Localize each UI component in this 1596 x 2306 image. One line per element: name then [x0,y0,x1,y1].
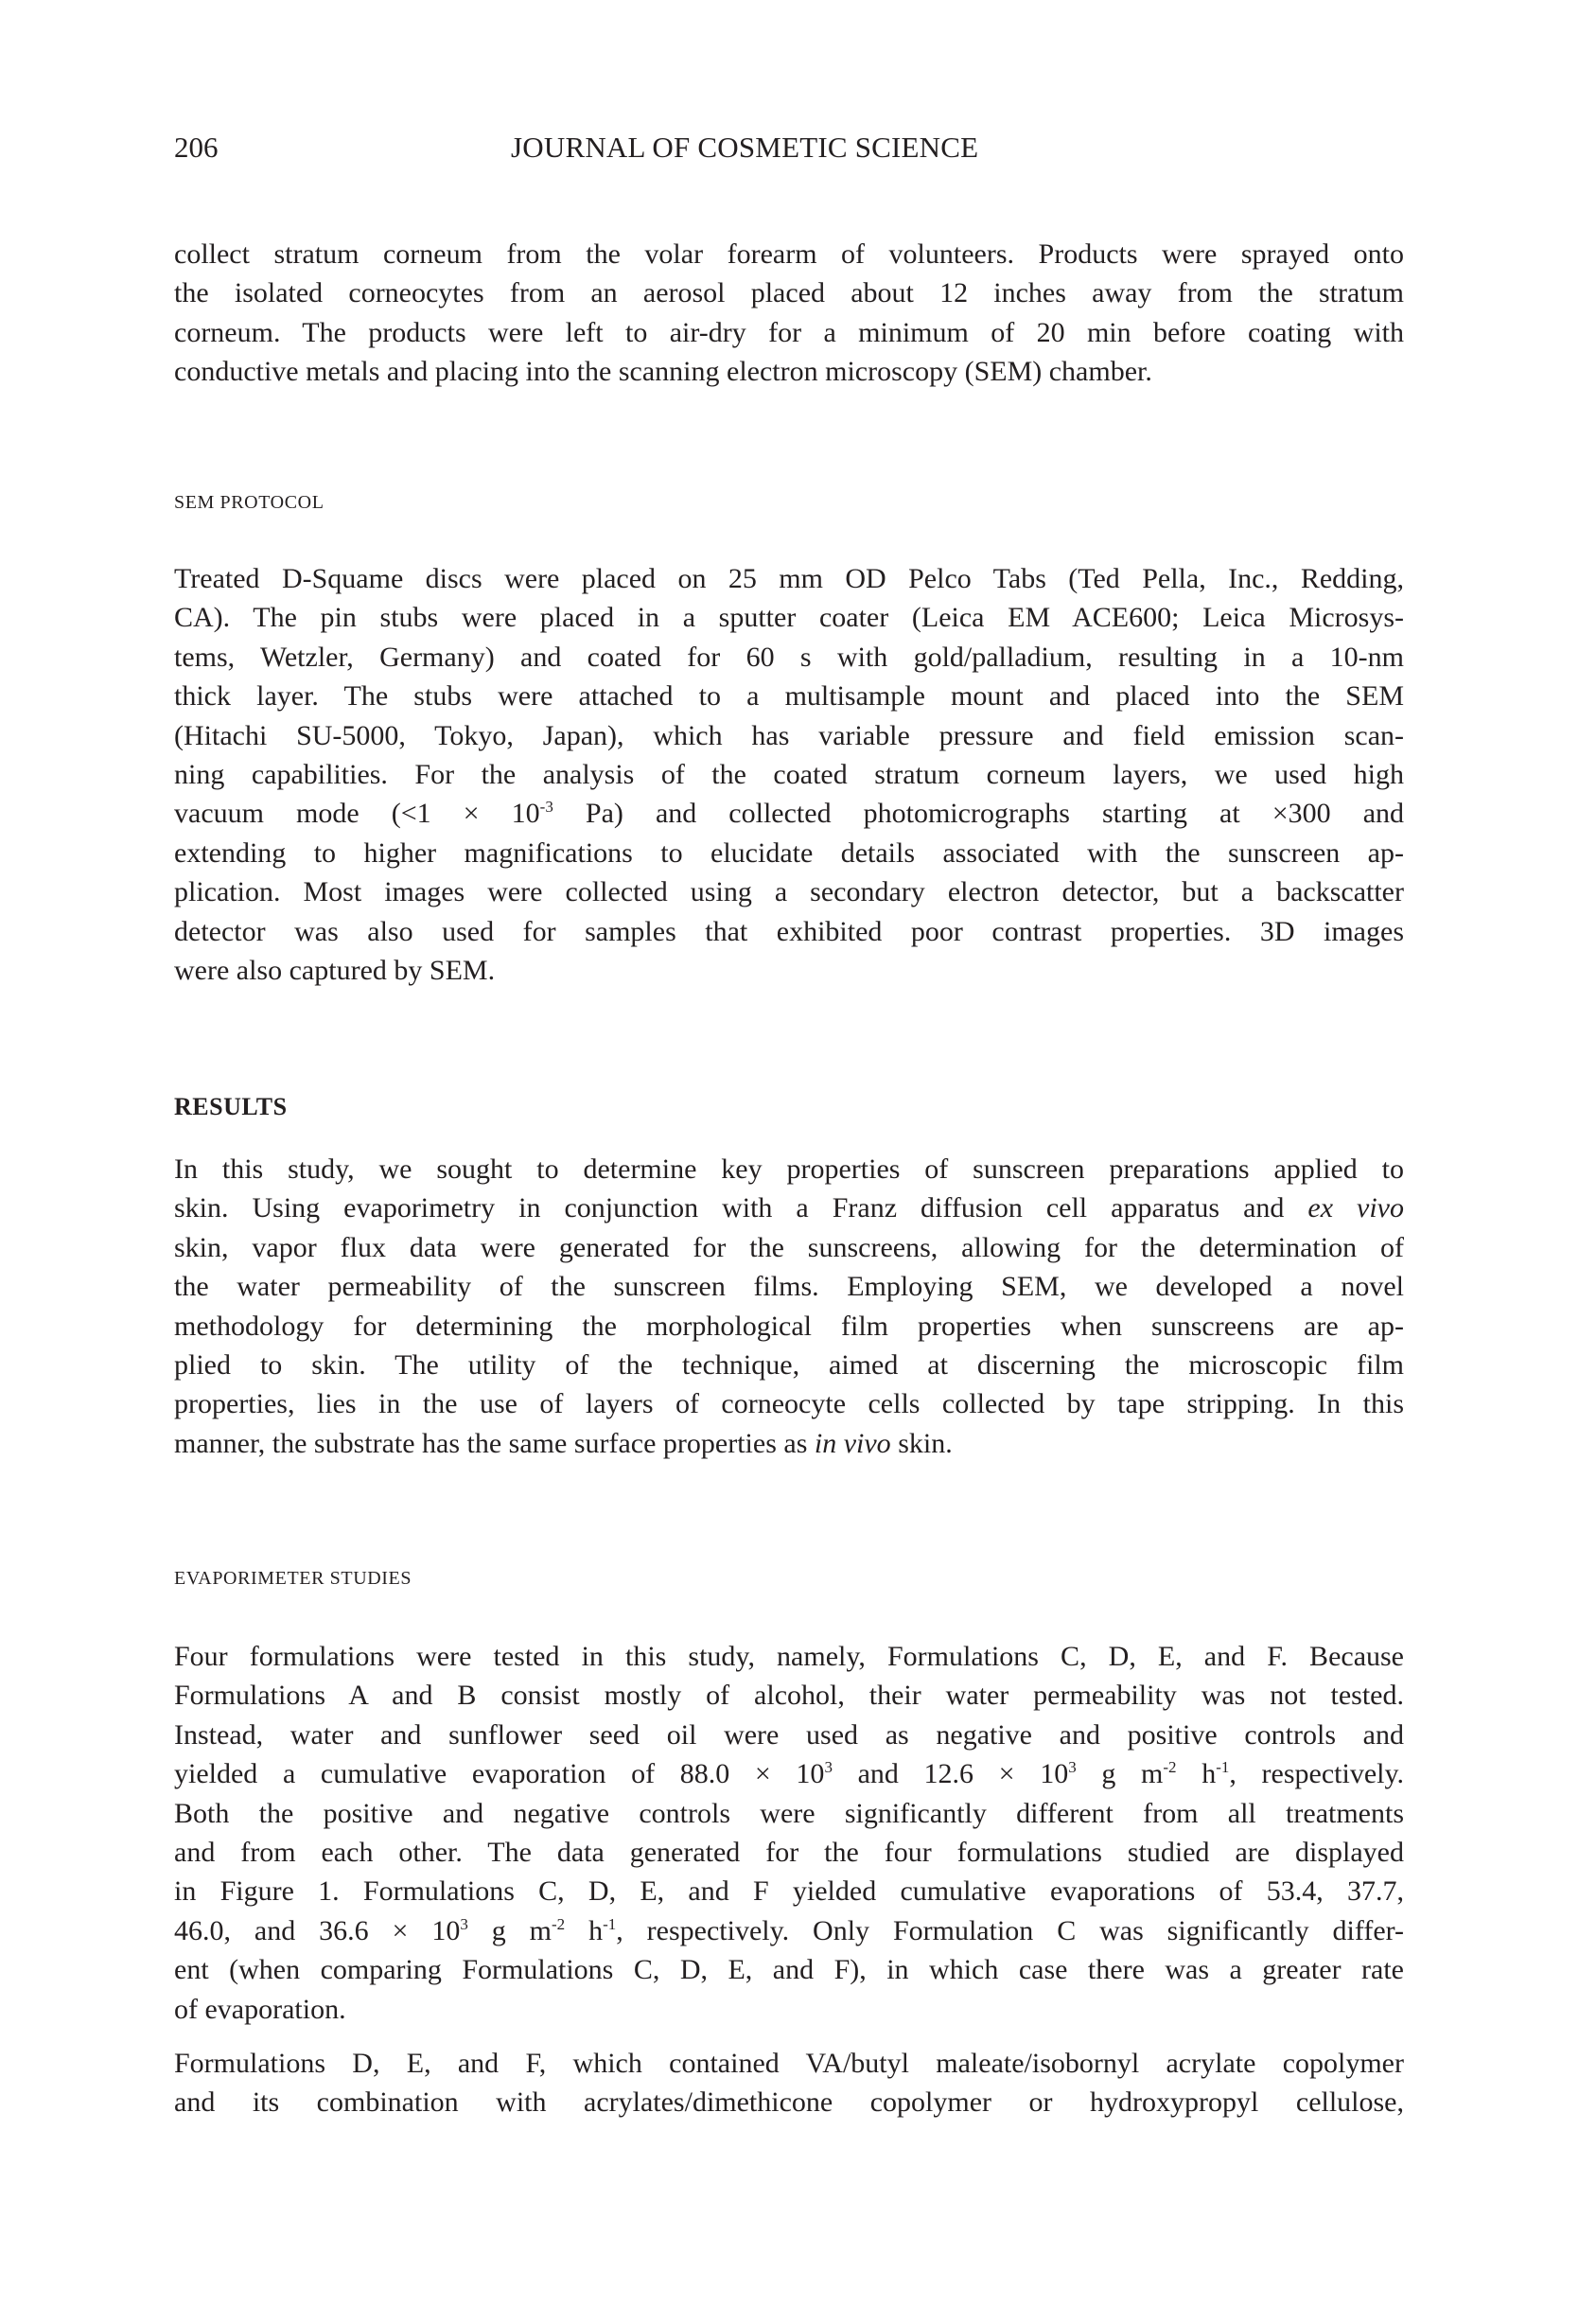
text-line [174,273,1404,312]
text-run: the isolated corneocytes from an aerosol placed about 12 inches away from the stratum [174,277,1404,309]
text-line [174,1307,1404,1346]
superscript: 3 [1068,1758,1077,1777]
text-run: the water permeability of the sunscreen films. Employing SEM, we developed a novel [174,1271,1404,1303]
superscript: 3 [460,1914,468,1933]
text-line [174,755,1404,794]
text-run: h [565,1914,604,1946]
text-line [174,1872,1404,1910]
text-run: , respectively. Only Formulation C was significantly differ- [616,1914,1405,1946]
text-run: and 12.6 × 10 [832,1758,1069,1790]
text-run: Both the positive and negative controls were significantly different from all treatments [174,1797,1404,1829]
text-line [174,1150,1404,1188]
text-run: tems, Wetzler, Germany) and coated for 60 s with gold/palladium, resulting in a 10-nm [174,641,1404,673]
text-line [174,1267,1404,1306]
superscript: 3 [824,1758,833,1777]
text-run: ning capabilities. For the analysis of the coated stratum corneum layers, we used high [174,758,1404,790]
text-run: and its combination with acrylates/dimethicone copolymer or hydroxypropyl cellulose, [174,2086,1404,2119]
section-heading-sem-protocol: SEM PROTOCOL [174,492,324,513]
text-line [174,1716,1404,1754]
text-line [174,1950,1404,1989]
text-run: g m [467,1914,552,1946]
text-run: in Figure 1. Formulations C, D, E, and F yielded cumulative evaporations of 53.4, 37.7, [174,1875,1404,1908]
paragraph-formulations-def [174,2044,1404,2122]
text-run: In this study, we sought to determine key properties of sunscreen preparations applied to [174,1153,1404,1185]
paragraph-sample-preparation-continued [174,235,1404,392]
text-run: Formulations D, E, and F, which contained VA/butyl maleate/isobornyl acrylate copolymer [174,2048,1404,2079]
text-line [174,1384,1404,1423]
text-line [174,1833,1404,1872]
text-run: , respectively. [1229,1758,1405,1790]
text-line [174,1676,1404,1715]
section-heading-evaporimeter-studies: EVAPORIMETER STUDIES [174,1568,412,1589]
italic-term: in vivo [814,1427,891,1459]
text-run: detector was also used for samples that exhibited poor contrast properties. 3D images [174,915,1404,947]
text-line [174,1911,1404,1950]
text-run: Formulations A and B consist mostly of alcohol, their water permeability was not tested. [174,1680,1404,1712]
text-line [174,872,1404,911]
text-run: plication. Most images were collected using a secondary electron detector, but a backscatter [174,876,1404,908]
superscript: -1 [1216,1758,1230,1777]
text-line [174,2044,1404,2083]
text-run: were also captured by SEM. [174,954,496,986]
text-run: skin. Using evaporimetry in conjunction with a Franz diffusion cell apparatus and [174,1192,1308,1224]
text-line [174,1990,1404,2029]
text-line [174,716,1404,755]
text-line [174,912,1404,951]
text-run: CA). The pin stubs were placed in a sputter coater (Leica EM ACE600; Leica Microsys- [174,602,1404,634]
italic-term: ex vivo [1307,1192,1404,1224]
text-run: thick layer. The stubs were attached to a multisample mount and placed into the SEM [174,680,1404,713]
text-run: vacuum mode (<1 × 10 [174,798,540,830]
text-line [174,2083,1404,2121]
text-line [174,794,1404,833]
page-number: 206 [174,131,219,164]
text-line [174,951,1404,990]
text-line [174,1754,1404,1793]
text-run: extending to higher magnifications to elucidate details associated with the sunscreen ap- [174,836,1404,869]
text-run: (Hitachi SU-5000, Tokyo, Japan), which has variable pressure and field emission scan- [174,719,1404,751]
text-line [174,638,1404,677]
paragraph-sem-protocol [174,559,1404,990]
text-run: Treated D-Squame discs were placed on 25 mm OD Pelco Tabs (Ted Pella, Inc., Redding, [174,563,1404,594]
text-run: properties, lies in the use of layers of corneocyte cells collected by tape stripping. In this [174,1388,1404,1420]
superscript: -2 [1163,1758,1177,1777]
text-run: skin, vapor flux data were generated for the sunscreens, allowing for the determination of [174,1231,1404,1263]
text-line [174,559,1404,598]
text-run: g m [1076,1758,1164,1790]
text-run: manner, the substrate has the same surface properties as [174,1427,815,1459]
text-run: plied to skin. The utility of the technique, aimed at discerning the microscopic film [174,1348,1404,1381]
superscript: -3 [539,798,553,817]
text-run: ent (when comparing Formulations C, D, E, and F), in which case there was a greater rate [174,1954,1404,1986]
text-run: collect stratum corneum from the volar forearm of volunteers. Products were sprayed onto [174,238,1404,270]
running-header-journal-title: JOURNAL OF COSMETIC SCIENCE [511,131,979,164]
text-line [174,677,1404,715]
text-line [174,352,1404,391]
superscript: -2 [552,1914,566,1933]
section-heading-results: RESULTS [174,1093,288,1120]
text-run: Four formulations were tested in this study, namely, Formulations C, D, E, and F. Because [174,1641,1404,1672]
text-run: yielded a cumulative evaporation of 88.0 × 10 [174,1758,825,1790]
paragraph-results-intro [174,1150,1404,1463]
text-line [174,313,1404,352]
text-run: corneum. The products were left to air-dry for a minimum of 20 min before coating with [174,316,1404,348]
text-run: conductive metals and placing into the scanning electron microscopy (SEM) chamber. [174,356,1152,388]
text-line [174,1424,1404,1463]
text-line [174,1794,1404,1833]
text-line [174,1228,1404,1267]
text-run: Instead, water and sunflower seed oil were used as negative and positive controls and [174,1718,1404,1751]
paragraph-evaporimeter-results [174,1637,1404,2029]
text-run: Pa) and collected photomicrographs starting at ×300 and [552,798,1405,830]
text-run: of evaporation. [174,1993,346,2025]
text-run: and from each other. The data generated for the four formulations studied are displayed [174,1836,1404,1868]
superscript: -1 [603,1914,617,1933]
text-line [174,1188,1404,1227]
text-line [174,1346,1404,1384]
text-line [174,834,1404,872]
text-run: methodology for determining the morphological film properties when sunscreens are ap- [174,1310,1404,1342]
text-run: h [1176,1758,1217,1790]
text-line [174,598,1404,637]
text-run: skin. [890,1427,953,1459]
text-run: 46.0, and 36.6 × 10 [174,1914,461,1946]
text-line [174,235,1404,273]
text-line [174,1637,1404,1676]
